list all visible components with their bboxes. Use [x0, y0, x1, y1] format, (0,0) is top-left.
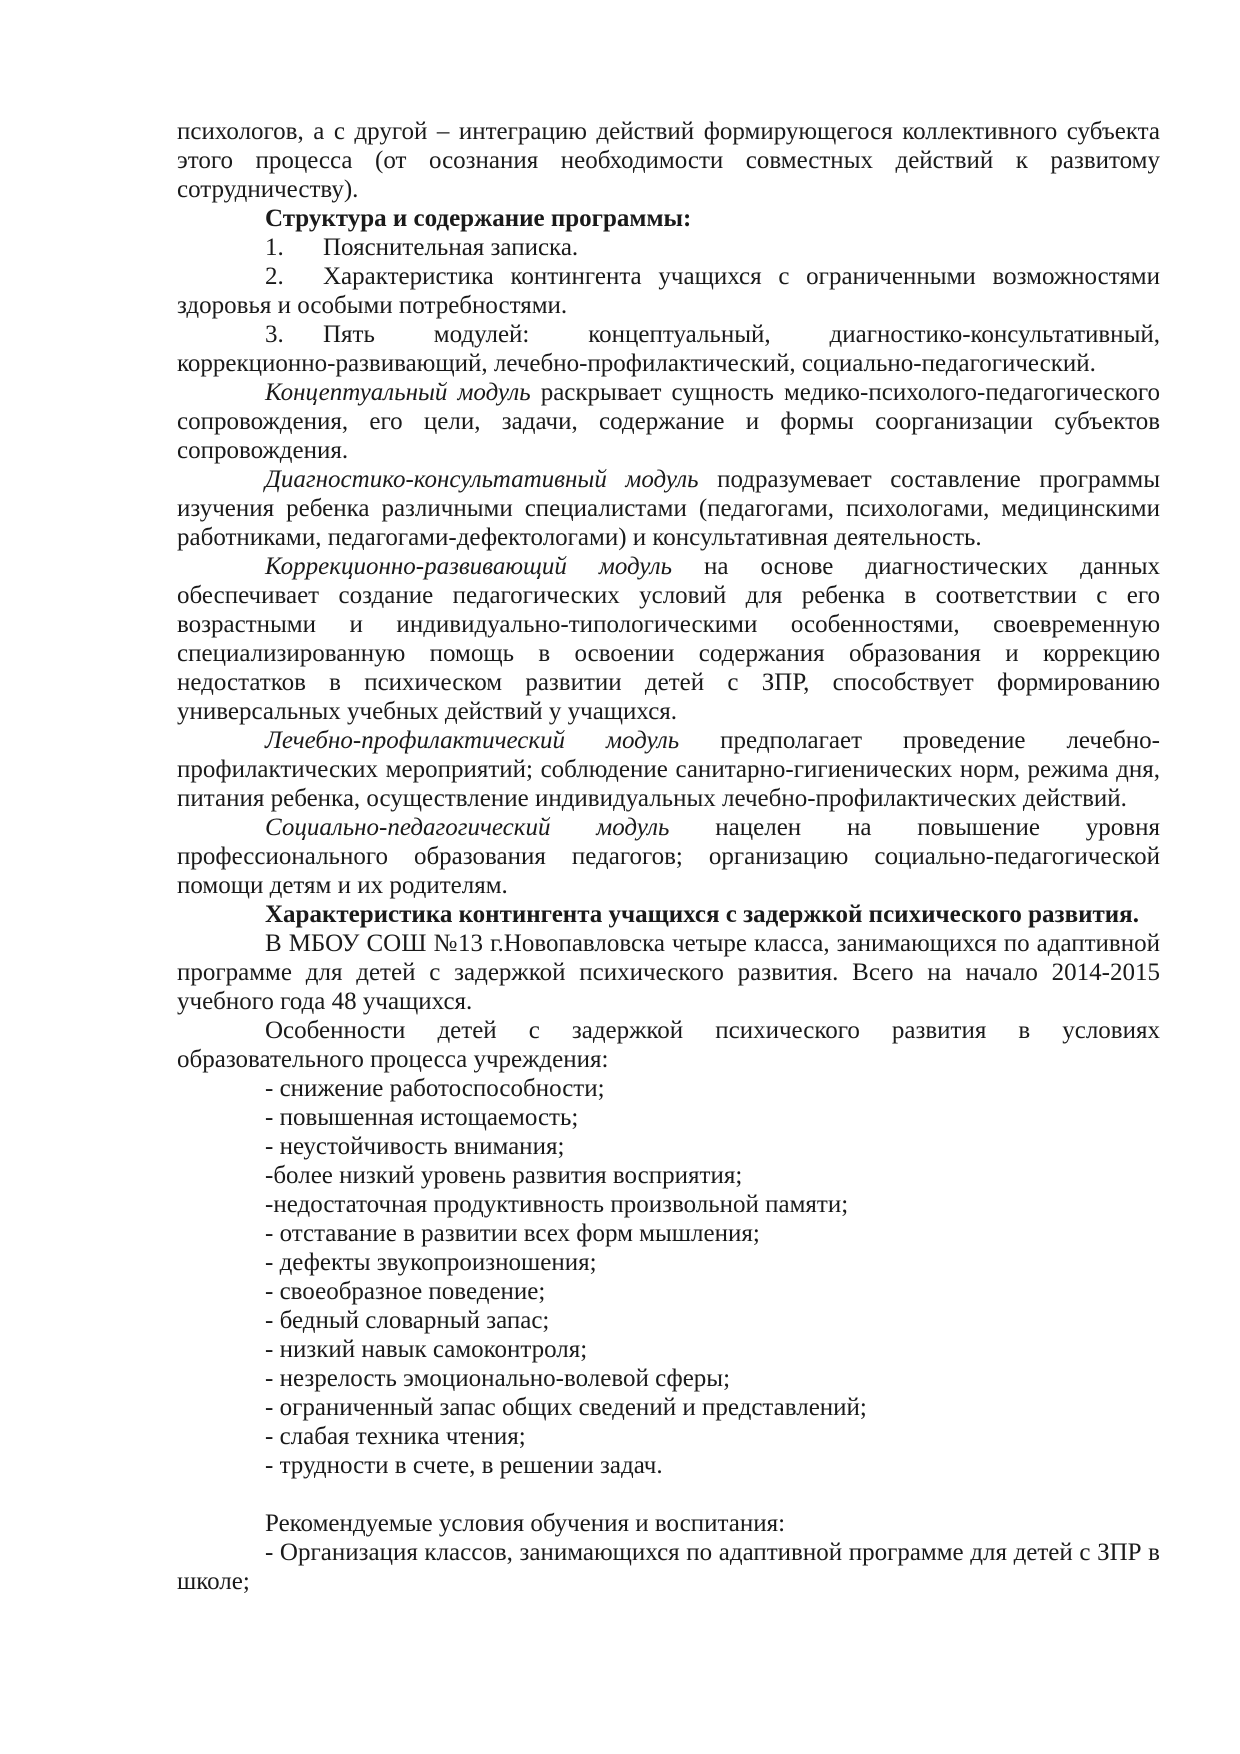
feature-item: - своеобразное поведение; — [265, 1278, 546, 1305]
module-text: нацелен на повышение уровня профессионального образования педагогов; организацию социально-педагогической помощи детям и их родителям. — [177, 814, 1160, 899]
module-paragraph-diagnostic — [177, 465, 1160, 552]
module-paragraph-conceptual — [177, 378, 1160, 465]
structure-item — [177, 262, 1160, 320]
module-name: Концептуальный модуль — [265, 379, 531, 406]
module-text: предполагает проведение лечебно-профилактических мероприятий; соблюдение санитарно-гигиенических норм, режима дня, питания ребенка, осуществление индивидуальных лечебно-профилактических действий. — [177, 727, 1161, 812]
recommended-heading: Рекомендуемые условия обучения и воспитания: — [265, 1510, 786, 1537]
recommended-item: - Организация классов, занимающихся по адаптивной программе для детей с ЗПР в школе; — [177, 1539, 1160, 1595]
item-number: 1. — [265, 234, 284, 261]
document-page — [177, 117, 1160, 1596]
contingent-paragraph: В МБОУ СОШ №13 г.Новопавловска четыре класса, занимающихся по адаптивной программе для детей с задержкой психического развития. Всего на начало 2014-2015 учебного года 48 учащихся. — [177, 930, 1160, 1015]
structure-item — [177, 233, 1160, 262]
module-name: Социально-педагогический модуль — [265, 814, 670, 841]
structure-item — [177, 320, 1160, 378]
module-paragraph-medical — [177, 726, 1160, 813]
module-text: подразумевает составление программы изучения ребенка различными специалистами (педагогами, психологами, медицинскими работниками, педагогами-дефектологами) и консультативная деятельность. — [177, 466, 1160, 551]
feature-item: - дефекты звукопроизношения; — [265, 1249, 597, 1276]
feature-item: - незрелость эмоционально-волевой сферы; — [265, 1365, 731, 1392]
feature-item: - низкий навык самоконтроля; — [265, 1336, 588, 1363]
feature-item: - снижение работоспособности; — [265, 1075, 605, 1102]
feature-item: - отставание в развитии всех форм мышления; — [265, 1220, 760, 1247]
feature-item: - повышенная истощаемость; — [265, 1104, 579, 1131]
feature-item: - трудности в счете, в решении задач. — [265, 1452, 663, 1479]
module-name: Коррекционно-развивающий модуль — [265, 553, 673, 580]
feature-item: - бедный словарный запас; — [265, 1307, 550, 1334]
item-text: Пояснительная записка. — [323, 234, 579, 261]
feature-item: - слабая техника чтения; — [265, 1423, 526, 1450]
module-paragraph-correctional — [177, 552, 1160, 726]
contingent-heading: Характеристика контингента учащихся с задержкой психического развития. — [265, 901, 1139, 928]
module-name: Лечебно-профилактический модуль — [265, 727, 680, 754]
item-number: 2. — [265, 263, 284, 290]
feature-item: -более низкий уровень развития восприятия; — [265, 1162, 743, 1189]
module-text: на основе диагностических данных обеспечивает создание педагогических условий для ребенка в соответствии с его возрастными и индивидуально-типологическими особенностями, своевременную специализированную помощь в освоении содержания образования и коррекцию недостатков в психическом развитии детей с ЗПР, способствует формированию универсальных учебных действий у учащихся. — [177, 553, 1161, 725]
item-text: Пять модулей: концептуальный, диагностико-консультативный, коррекционно-развивающий, лечебно-профилактический, социально-педагогический. — [177, 321, 1160, 377]
module-paragraph-social — [177, 813, 1160, 900]
feature-item: -недостаточная продуктивность произвольной памяти; — [265, 1191, 849, 1218]
intro-paragraph: психологов, а с другой – интеграцию действий формирующегося коллективного субъекта этого процесса (от осознания необходимости совместных действий к развитому сотрудничеству). — [177, 118, 1160, 203]
item-text: Характеристика контингента учащихся с ограниченными возможностями здоровья и особыми потребностями. — [177, 263, 1160, 319]
item-number: 3. — [265, 321, 284, 348]
module-name: Диагностико-консультативный модуль — [265, 466, 699, 493]
feature-item: - ограниченный запас общих сведений и представлений; — [265, 1394, 867, 1421]
spacer — [177, 1480, 1160, 1509]
module-text: раскрывает сущность медико-психолого-педагогического сопровождения, его цели, задачи, содержание и формы соорганизации субъектов сопровождения. — [177, 379, 1160, 464]
feature-item: - неустойчивость внимания; — [265, 1133, 565, 1160]
structure-heading: Структура и содержание программы: — [265, 205, 692, 232]
features-intro: Особенности детей с задержкой психического развития в условиях образовательного процесса учреждения: — [177, 1017, 1160, 1073]
